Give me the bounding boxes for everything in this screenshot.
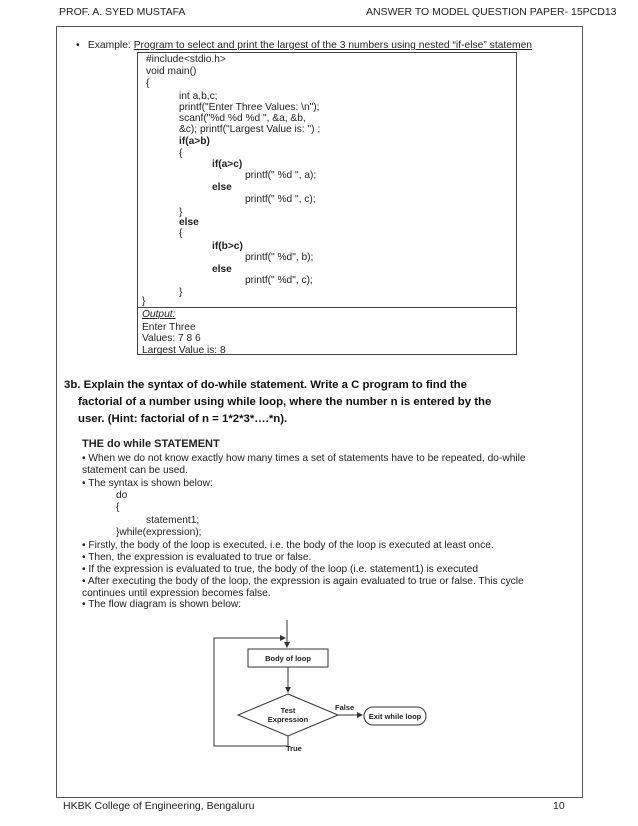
- code-line: printf(" %d", c);: [245, 275, 313, 286]
- code-line: scanf("%d %d %d ", &a, &b,: [179, 113, 306, 124]
- paragraph: • The syntax is shown below:: [82, 478, 213, 489]
- paragraph: • When we do not know exactly how many times a set of statements have to be repeated, do-while: [82, 453, 526, 464]
- code-line: else: [212, 182, 232, 193]
- footer-college: HKBK College of Engineering, Bengaluru: [63, 800, 255, 812]
- bullet-item: • Firstly, the body of the loop is executed. i.e. the body of the loop is executed at least once.: [82, 540, 494, 551]
- output-line: Largest Value is: 8: [142, 345, 226, 356]
- example-line: [76, 40, 532, 51]
- bullet-item: • Then, the expression is evaluated to true or false.: [82, 552, 312, 563]
- output-line: Values: 7 8 6: [142, 333, 201, 344]
- code-line: &c); printf("Largest Value is: ") ;: [179, 124, 321, 135]
- code-line: {: [179, 228, 183, 239]
- header-title: ANSWER TO MODEL QUESTION PAPER- 15PCD13: [366, 6, 617, 18]
- exit-while-loop-label: Exit while loop: [368, 712, 422, 721]
- bullet-item: • After executing the body of the loop, the expression is again evaluated to true or false. This cycle: [82, 576, 524, 587]
- example-description: Program to select and print the largest of the 3 numbers using nested “if-else” statemen: [133, 40, 533, 51]
- output-divider: [138, 307, 516, 308]
- code-line: void main(): [146, 66, 197, 77]
- header-author: PROF. A. SYED MUSTAFA: [59, 6, 186, 18]
- code-line: }: [179, 287, 183, 298]
- code-line: int a,b,c;: [179, 91, 218, 102]
- output-line: Enter Three: [142, 322, 196, 333]
- paragraph: statement can be used.: [82, 465, 188, 476]
- question-line: 3b. Explain the syntax of do-while statement. Write a C program to find the: [64, 379, 467, 391]
- code-line: {: [146, 78, 150, 89]
- section-title: THE do while STATEMENT: [82, 438, 220, 450]
- code-line: printf(" %d", b);: [245, 252, 314, 263]
- bullet-item: continues until expression becomes false.: [82, 588, 271, 599]
- syntax-line: statement1;: [146, 515, 200, 526]
- code-line: if(b>c): [212, 241, 243, 252]
- code-line: printf(" %d ", c);: [245, 194, 316, 205]
- syntax-line: {: [116, 502, 120, 513]
- false-label: False: [335, 703, 355, 712]
- question-line: user. (Hint: factorial of n = 1*2*3*….*n).: [78, 413, 288, 425]
- expression-label: Expression: [267, 715, 309, 724]
- body-of-loop-label: Body of loop: [265, 654, 311, 663]
- code-line: }: [179, 207, 183, 218]
- question-line: factorial of a number using while loop, where the number n is entered by the: [78, 396, 492, 408]
- bullet: •: [76, 40, 80, 51]
- code-line: {: [179, 148, 183, 159]
- example-label: Example:: [87, 40, 131, 51]
- page-number: 10: [553, 800, 565, 812]
- flow-diagram: [200, 618, 440, 758]
- true-label: True: [286, 744, 302, 753]
- code-line: }: [142, 296, 146, 307]
- code-line: else: [212, 264, 232, 275]
- bullet-item: • If the expression is evaluated to true, the body of the loop (i.e. statement1) is executed: [82, 564, 479, 575]
- code-line: printf("Enter Three Values: \n");: [179, 102, 320, 113]
- code-line: printf(" %d ", a);: [245, 170, 317, 181]
- syntax-line: }while(expression);: [116, 527, 202, 538]
- bullet-item: • The flow diagram is shown below:: [82, 599, 242, 610]
- code-line: #include<stdio.h>: [146, 54, 226, 65]
- code-box: [137, 52, 517, 355]
- code-line: if(a>b): [179, 136, 210, 147]
- question-3b: [64, 377, 534, 428]
- code-line: else: [179, 217, 199, 228]
- syntax-line: do: [116, 490, 128, 501]
- code-line: if(a>c): [212, 159, 243, 170]
- test-label: Test: [280, 706, 296, 715]
- output-label: Output:: [142, 309, 176, 320]
